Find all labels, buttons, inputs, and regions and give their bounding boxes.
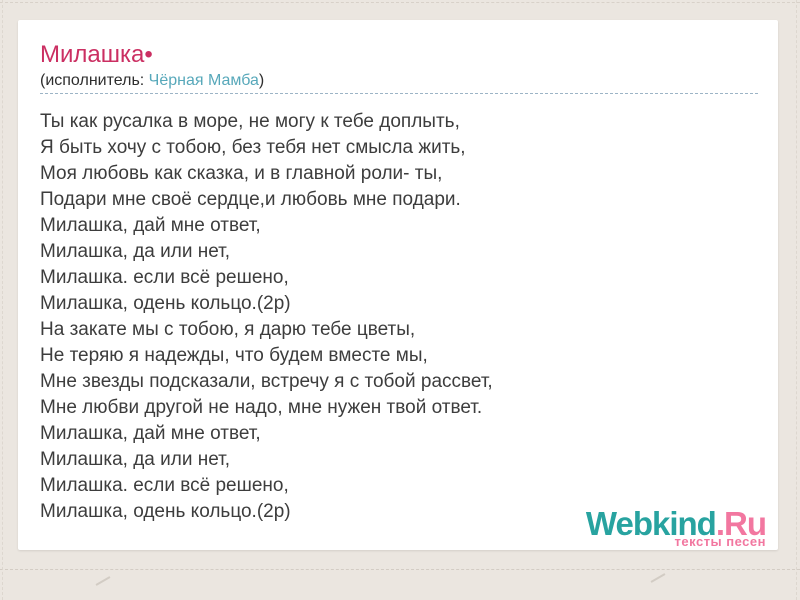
logo-tagline: тексты песен	[674, 534, 766, 549]
lyrics-block	[40, 109, 758, 525]
lyric-line: Милашка, одень кольцо.(2р)	[40, 293, 291, 314]
webkind-logo[interactable]	[585, 505, 766, 549]
background-stitch-right	[796, 0, 797, 600]
lyric-line: Милашка, да или нет,	[40, 241, 231, 262]
artist-label-suffix: )	[258, 72, 265, 89]
artist-link[interactable]: Чёрная Мамба	[148, 72, 259, 89]
page-title: Милашка•	[40, 41, 153, 68]
lyrics-card	[18, 20, 778, 550]
lyric-line: Мне звезды подсказали, встречу я с тобой рассвет,	[40, 371, 493, 392]
lyric-line: Я быть хочу с тобою, без тебя нет смысла жить,	[40, 137, 466, 158]
lyric-line: Милашка, дай мне ответ,	[40, 215, 261, 236]
lyric-line: Подари мне своё сердце,и любовь мне подари.	[40, 189, 461, 210]
logo-brand-text: Webkind	[585, 505, 716, 542]
lyric-line: Мне любви другой не надо, мне нужен твой ответ.	[40, 397, 483, 418]
lyric-line: Милашка. если всё решено,	[40, 267, 289, 288]
lyric-line: Милашка, одень кольцо.(2р)	[40, 501, 291, 522]
lyric-line: Милашка, да или нет,	[40, 449, 231, 470]
paper-crease	[96, 576, 111, 586]
lyric-line: Ты как русалка в море, не могу к тебе доплыть,	[40, 111, 460, 132]
logo-domain-suffix: .Ru	[715, 505, 766, 542]
background-stitch-bottom	[0, 569, 800, 570]
lyric-line: Милашка. если всё решено,	[40, 475, 289, 496]
lyric-line: На закате мы с тобою, я дарю тебе цветы,	[40, 319, 416, 340]
lyric-line: Не теряю я надежды, что будем вместе мы,	[40, 345, 428, 366]
paper-crease	[651, 573, 666, 583]
artist-label-prefix: (исполнитель:	[40, 72, 149, 89]
background-stitch-top	[0, 2, 800, 3]
dashed-separator	[40, 93, 758, 94]
lyric-line: Моя любовь как сказка, и в главной роли- ты,	[40, 163, 443, 184]
background-stitch-left	[2, 0, 3, 600]
lyric-line: Милашка, дай мне ответ,	[40, 423, 261, 444]
artist-line	[40, 72, 758, 90]
